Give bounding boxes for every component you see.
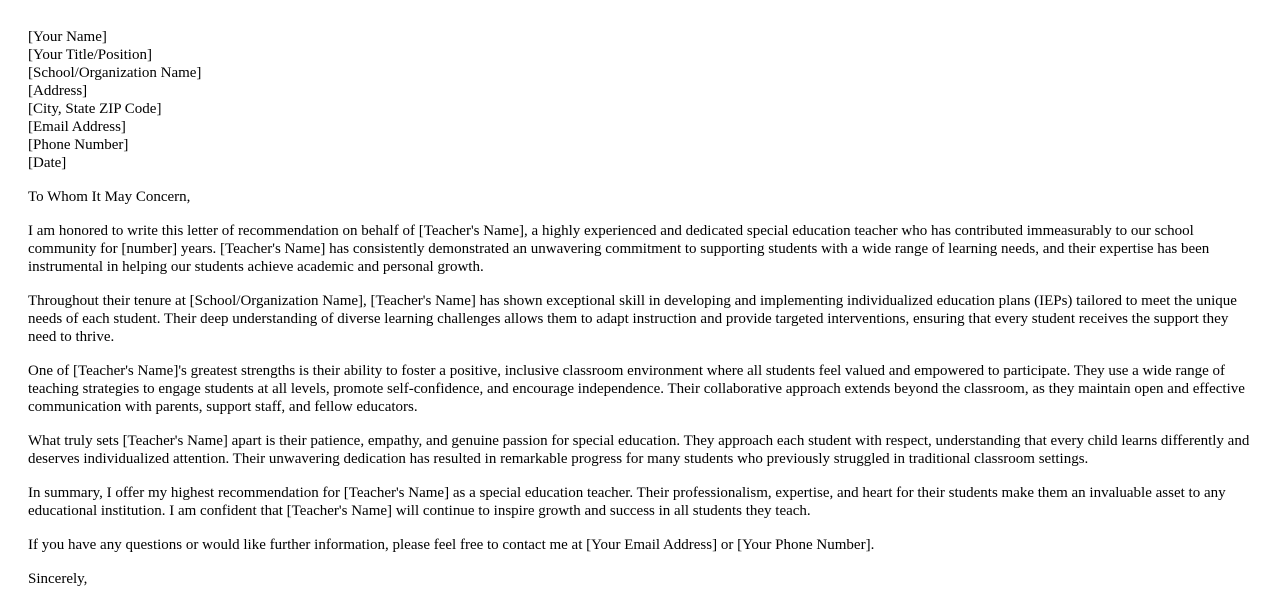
sender-organization: [School/Organization Name] — [28, 65, 202, 81]
body-paragraph-qualities: What truly sets [Teacher's Name] apart is their patience, empathy, and genuine passion for special education. They approach each student with respect, understanding that every child learns differently and deserves individualized attention. Their unwavering dedication has resulted in remarkable progress for many students who previously struggled in traditional classroom settings. — [28, 433, 1250, 467]
salutation: To Whom It May Concern, — [28, 189, 191, 205]
body-paragraph-iep-skills: Throughout their tenure at [School/Organization Name], [Teacher's Name] has shown exceptional skill in developing and implementing individualized education plans (IEPs) tailored to meet the unique needs of each student. Their deep understanding of diverse learning challenges allows them to adapt instruction and provide targeted interventions, ensuring that every student receives the support they need to thrive. — [28, 293, 1237, 345]
sender-address: [Address] — [28, 83, 88, 99]
sender-title: [Your Title/Position] — [28, 47, 152, 63]
sender-header — [28, 28, 1250, 172]
body-paragraph-classroom-environment: One of [Teacher's Name]'s greatest strengths is their ability to foster a positive, inclusive classroom environment where all students feel valued and empowered to participate. They use a wide range of teaching strategies to engage students at all levels, promote self-confidence, and encourage independence. Their collaborative approach extends beyond the classroom, as they maintain open and effective communication with parents, support staff, and fellow educators. — [28, 363, 1245, 415]
body-paragraph-contact: If you have any questions or would like further information, please feel free to contact me at [Your Email Address] or [Your Phone Number]. — [28, 537, 875, 553]
sender-phone: [Phone Number] — [28, 137, 129, 153]
sender-name: [Your Name] — [28, 29, 107, 45]
letter-date: [Date] — [28, 155, 67, 171]
letter-document — [28, 28, 1250, 588]
body-paragraph-intro: I am honored to write this letter of recommendation on behalf of [Teacher's Name], a highly experienced and dedicated special education teacher who has contributed immeasurably to our school community for [number] years. [Teacher's Name] has consistently demonstrated an unwavering commitment to supporting students with a wide range of learning needs, and their expertise has been instrumental in helping our students achieve academic and personal growth. — [28, 223, 1210, 275]
body-paragraph-summary: In summary, I offer my highest recommendation for [Teacher's Name] as a special education teacher. Their professionalism, expertise, and heart for their students make them an invaluable asset to any educational institution. I am confident that [Teacher's Name] will continue to inspire growth and success in all students they teach. — [28, 485, 1226, 519]
closing: Sincerely, — [28, 571, 88, 587]
sender-city-state-zip: [City, State ZIP Code] — [28, 101, 162, 117]
sender-email: [Email Address] — [28, 119, 126, 135]
